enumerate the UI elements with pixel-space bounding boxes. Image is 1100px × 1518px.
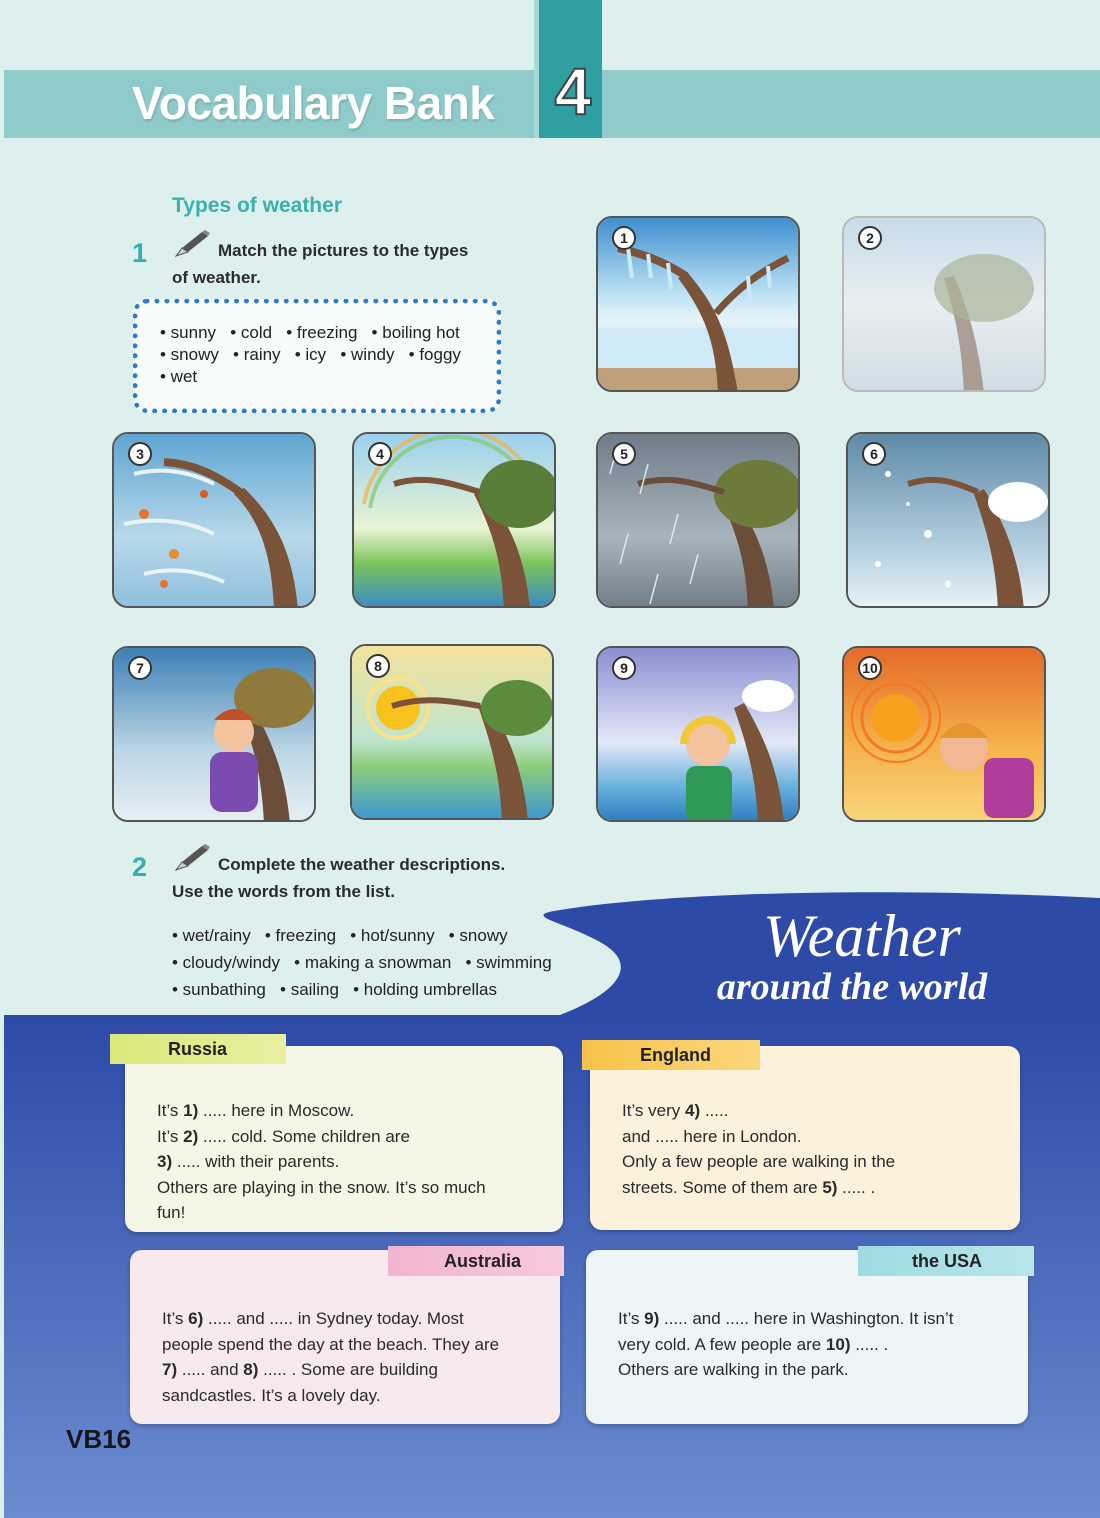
exercise-1-instruction-line2: of weather. xyxy=(172,268,261,287)
card-text: It’s 1) ..... here in Moscow. It’s 2) ..... cold. Some children are 3) ..... with their parents. Others are playing in the snow. It’s so much fun! xyxy=(157,1101,486,1222)
pencil-icon xyxy=(172,844,212,872)
ribbon-australia: Australia xyxy=(388,1246,564,1276)
picture-number: 9 xyxy=(612,656,636,680)
picture-4 xyxy=(352,432,556,608)
card-text: It’s very 4) ..... and ..... here in London. Only a few people are walking in the streets. Some of them are 5) ..... . xyxy=(622,1101,896,1197)
picture-number: 6 xyxy=(862,442,886,466)
picture-number: 4 xyxy=(368,442,392,466)
word-list-line: • sunny • cold • freezing • boiling hot xyxy=(160,323,460,342)
answer-word-list-line: • sunbathing • sailing • holding umbrellas xyxy=(172,980,497,999)
exercise-2-number: 2 xyxy=(132,852,148,882)
answer-word-list-line: • wet/rainy • freezing • hot/sunny • snowy xyxy=(172,926,508,945)
picture-1 xyxy=(596,216,800,392)
card-text: It’s 6) ..... and ..... in Sydney today. Most people spend the day at the beach. They are 7) ..... and 8) ..... . Some are building sandcastles. It’s a lovely day. xyxy=(162,1309,500,1405)
picture-5 xyxy=(596,432,800,608)
picture-3 xyxy=(112,432,316,608)
exercise-1-instruction-line1: Match the pictures to the types xyxy=(218,241,469,260)
picture-number: 7 xyxy=(128,656,152,680)
banner-title: Weather xyxy=(763,903,961,969)
ribbon-russia: Russia xyxy=(110,1034,286,1064)
picture-8 xyxy=(350,644,554,820)
picture-2 xyxy=(842,216,1046,392)
picture-6 xyxy=(846,432,1050,608)
word-list-line: • snowy • rainy • icy • windy • foggy xyxy=(160,345,461,364)
picture-number: 8 xyxy=(366,654,390,678)
exercise-1-number: 1 xyxy=(132,238,148,268)
picture-7 xyxy=(112,646,316,822)
card-russia xyxy=(125,1046,563,1232)
picture-number: 1 xyxy=(612,226,636,250)
unit-tab xyxy=(534,0,602,138)
picture-10 xyxy=(842,646,1046,822)
banner-subtitle: around the world xyxy=(716,966,988,1008)
ribbon-england: England xyxy=(582,1040,760,1070)
picture-number: 3 xyxy=(128,442,152,466)
page-title: Vocabulary Bank xyxy=(132,77,495,129)
card-england xyxy=(590,1046,1020,1230)
word-list-line: • wet xyxy=(160,367,198,386)
card-usa xyxy=(586,1250,1028,1424)
picture-number: 5 xyxy=(612,442,636,466)
picture-9 xyxy=(596,646,800,822)
picture-number: 10 xyxy=(858,656,882,680)
ribbon-usa: the USA xyxy=(858,1246,1034,1276)
answer-word-list-line: • cloudy/windy • making a snowman • swimming xyxy=(172,953,552,972)
card-australia xyxy=(130,1250,560,1424)
exercise-2-instruction-line1: Complete the weather descriptions. xyxy=(218,855,506,874)
picture-number: 2 xyxy=(858,226,882,250)
page-number: VB16 xyxy=(66,1424,132,1454)
answer-word-list xyxy=(172,922,552,1003)
section-title: Types of weather xyxy=(172,194,342,217)
unit-number: 4 xyxy=(554,54,592,128)
card-text: It’s 9) ..... and ..... here in Washington. It isn’t very cold. A few people are 10) ..... . Others are walking in the park. xyxy=(618,1309,954,1379)
pencil-icon xyxy=(172,230,212,258)
word-list-box xyxy=(133,299,501,413)
exercise-2-instruction-line2: Use the words from the list. xyxy=(172,882,395,901)
